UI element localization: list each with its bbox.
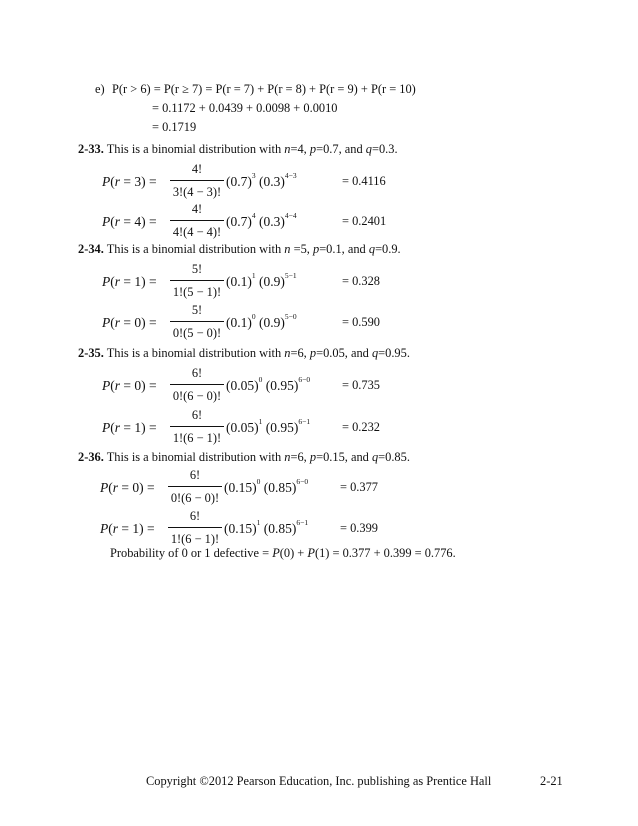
binomial-equation <box>102 365 432 409</box>
failure-exponent: 4−3 <box>284 171 297 180</box>
param-value: =0.1, and <box>319 242 369 256</box>
fraction <box>170 365 224 409</box>
binomial-equation <box>102 261 432 305</box>
summary-p1-var: P <box>307 546 315 560</box>
problem-intro: This is a binomial distribution with <box>106 346 285 360</box>
fraction-denominator: 0!(5 − 0)! <box>172 326 222 340</box>
probability-factors <box>224 477 309 496</box>
problem-heading <box>78 243 401 255</box>
fraction-bar <box>170 426 224 427</box>
probability-factors <box>226 271 297 290</box>
random-variable: r <box>114 420 121 435</box>
failure-exponent: 6−0 <box>296 477 309 486</box>
probability-symbol: P <box>102 174 111 189</box>
summary-p0-var: P <box>272 546 280 560</box>
fraction-numerator: 6! <box>189 509 201 523</box>
param-value: =0.85. <box>378 450 410 464</box>
success-factor: (0.7) <box>226 174 252 189</box>
binomial-equation <box>102 407 432 451</box>
equation-lhs: P(r = 1) = <box>100 521 155 536</box>
equation-result: = 0.590 <box>342 315 380 329</box>
fraction-denominator: 1!(6 − 1)! <box>170 532 220 546</box>
equation-lhs: P(r = 0) = <box>102 378 157 393</box>
equation-lhs: P(r = 0) = <box>102 315 157 330</box>
part-e-line-1: P(r > 6) = P(r ≥ 7) = P(r = 7) + P(r = 8) + P(r = 9) + P(r = 10) <box>112 82 416 96</box>
param-variable: p <box>309 142 317 156</box>
param-variable: q <box>371 450 379 464</box>
probability-factors <box>224 518 309 537</box>
fraction-denominator: 1!(5 − 1)! <box>172 285 222 299</box>
success-exponent: 0 <box>251 312 256 321</box>
fraction-bar <box>168 486 222 487</box>
param-value: =0.95. <box>378 346 410 360</box>
problem-number: 2-33. <box>78 142 104 156</box>
fraction-numerator: 6! <box>191 408 203 422</box>
random-variable: r <box>114 174 121 189</box>
binomial-equation <box>102 302 432 346</box>
fraction <box>170 261 224 305</box>
summary-p0-arg: (0) + <box>279 546 308 560</box>
success-exponent: 4 <box>251 211 256 220</box>
equation-result: = 0.328 <box>342 274 380 288</box>
fraction <box>168 467 222 511</box>
success-factor: (0.1) <box>226 274 252 289</box>
fraction-numerator: 4! <box>191 162 203 176</box>
equation-lhs: P(r = 1) = <box>102 420 157 435</box>
success-exponent: 1 <box>256 518 261 527</box>
fraction <box>170 302 224 346</box>
failure-factor: (0.9) <box>259 315 285 330</box>
failure-factor: (0.3) <box>259 214 285 229</box>
summary-p1-arg: (1) = 0.377 + 0.399 = 0.776. <box>314 546 456 560</box>
fraction-denominator: 0!(6 − 0)! <box>172 389 222 403</box>
binomial-equation <box>100 467 430 511</box>
success-factor: (0.7) <box>226 214 252 229</box>
equation-result: = 0.399 <box>340 521 378 535</box>
success-factor: (0.05) <box>226 378 259 393</box>
random-variable: r <box>114 214 121 229</box>
random-variable: r <box>114 274 121 289</box>
probability-factors <box>226 312 297 331</box>
param-variable: n <box>284 142 291 156</box>
param-value: =5, <box>290 242 313 256</box>
summary-line <box>110 547 456 559</box>
failure-factor: (0.9) <box>259 274 285 289</box>
summary-prefix: Probability of 0 or 1 defective = <box>110 546 273 560</box>
problem-intro: This is a binomial distribution with <box>106 450 285 464</box>
random-variable: r <box>114 315 121 330</box>
param-value: =4, <box>290 142 310 156</box>
failure-factor: (0.85) <box>263 521 297 536</box>
param-variable: q <box>368 242 376 256</box>
fraction-denominator: 0!(6 − 0)! <box>170 491 220 505</box>
fraction-bar <box>170 180 224 181</box>
equation-result: = 0.2401 <box>342 214 387 228</box>
fraction-bar <box>170 220 224 221</box>
problem-heading <box>78 143 398 155</box>
binomial-equation <box>102 201 432 245</box>
probability-factors <box>226 375 311 394</box>
equation-result: = 0.232 <box>342 420 380 434</box>
equation-result: = 0.377 <box>340 480 378 494</box>
problem-number: 2-35. <box>78 346 104 360</box>
param-variable: p <box>309 346 317 360</box>
failure-factor: (0.85) <box>263 480 297 495</box>
problem-intro: This is a binomial distribution with <box>106 142 285 156</box>
fraction-denominator: 4!(4 − 4)! <box>172 225 222 239</box>
param-value: =0.7, and <box>316 142 366 156</box>
failure-exponent: 6−0 <box>298 375 311 384</box>
random-variable: r <box>112 480 119 495</box>
param-value: =0.3. <box>371 142 398 156</box>
param-variable: q <box>365 142 372 156</box>
problem-heading <box>78 347 410 359</box>
failure-factor: (0.95) <box>265 420 299 435</box>
problem-number: 2-36. <box>78 450 104 464</box>
fraction-numerator: 5! <box>191 262 203 276</box>
fraction-numerator: 4! <box>191 202 203 216</box>
probability-symbol: P <box>102 420 111 435</box>
success-exponent: 1 <box>258 417 263 426</box>
fraction-bar <box>168 527 222 528</box>
problem-heading <box>78 451 410 463</box>
param-variable: p <box>309 450 317 464</box>
fraction-numerator: 5! <box>191 303 203 317</box>
success-factor: (0.15) <box>224 480 257 495</box>
part-e-line-2: = 0.1172 + 0.0439 + 0.0098 + 0.0010 <box>152 101 338 115</box>
failure-factor: (0.95) <box>265 378 299 393</box>
success-factor: (0.1) <box>226 315 252 330</box>
equation-result: = 0.735 <box>342 378 380 392</box>
success-exponent: 3 <box>251 171 256 180</box>
param-variable: n <box>284 242 291 256</box>
equation-lhs: P(r = 3) = <box>102 174 157 189</box>
random-variable: r <box>114 378 121 393</box>
failure-exponent: 5−0 <box>284 312 297 321</box>
footer-page-number: 2-21 <box>540 774 563 788</box>
probability-symbol: P <box>102 378 111 393</box>
fraction <box>170 161 224 205</box>
probability-factors <box>226 417 311 436</box>
binomial-equation <box>102 161 432 205</box>
param-value: =0.15, and <box>316 450 372 464</box>
probability-symbol: P <box>102 274 111 289</box>
equation-lhs: P(r = 4) = <box>102 214 157 229</box>
failure-exponent: 6−1 <box>296 518 309 527</box>
part-e-label: e) <box>95 82 105 96</box>
success-exponent: 0 <box>258 375 263 384</box>
failure-exponent: 6−1 <box>298 417 311 426</box>
problem-number: 2-34. <box>78 242 104 256</box>
failure-exponent: 5−1 <box>284 271 297 280</box>
fraction-numerator: 6! <box>191 366 203 380</box>
fraction <box>170 407 224 451</box>
param-value: =0.05, and <box>316 346 372 360</box>
param-variable: p <box>312 242 320 256</box>
footer-copyright: Copyright ©2012 Pearson Education, Inc. publishing as Prentice Hall <box>146 774 492 788</box>
param-value: =0.9. <box>375 242 401 256</box>
success-exponent: 0 <box>256 477 261 486</box>
success-exponent: 1 <box>251 271 256 280</box>
param-value: =6, <box>290 346 310 360</box>
equation-lhs: P(r = 0) = <box>100 480 155 495</box>
param-variable: n <box>284 450 291 464</box>
equation-lhs: P(r = 1) = <box>102 274 157 289</box>
fraction-bar <box>170 384 224 385</box>
success-factor: (0.15) <box>224 521 257 536</box>
fraction-bar <box>170 280 224 281</box>
param-value: =6, <box>290 450 310 464</box>
fraction-denominator: 3!(4 − 3)! <box>172 185 222 199</box>
probability-symbol: P <box>100 521 109 536</box>
part-e-line-3: = 0.1719 <box>152 120 197 134</box>
random-variable: r <box>112 521 119 536</box>
param-variable: q <box>371 346 379 360</box>
fraction-bar <box>170 321 224 322</box>
problem-intro: This is a binomial distribution with <box>106 242 285 256</box>
fraction <box>170 201 224 245</box>
failure-factor: (0.3) <box>259 174 285 189</box>
fraction-numerator: 6! <box>189 468 201 482</box>
probability-symbol: P <box>100 480 109 495</box>
success-factor: (0.05) <box>226 420 259 435</box>
probability-symbol: P <box>102 214 111 229</box>
probability-factors <box>226 211 297 230</box>
fraction-denominator: 1!(6 − 1)! <box>172 431 222 445</box>
probability-symbol: P <box>102 315 111 330</box>
param-variable: n <box>284 346 291 360</box>
equation-result: = 0.4116 <box>342 174 386 188</box>
failure-exponent: 4−4 <box>284 211 297 220</box>
probability-factors <box>226 171 297 190</box>
